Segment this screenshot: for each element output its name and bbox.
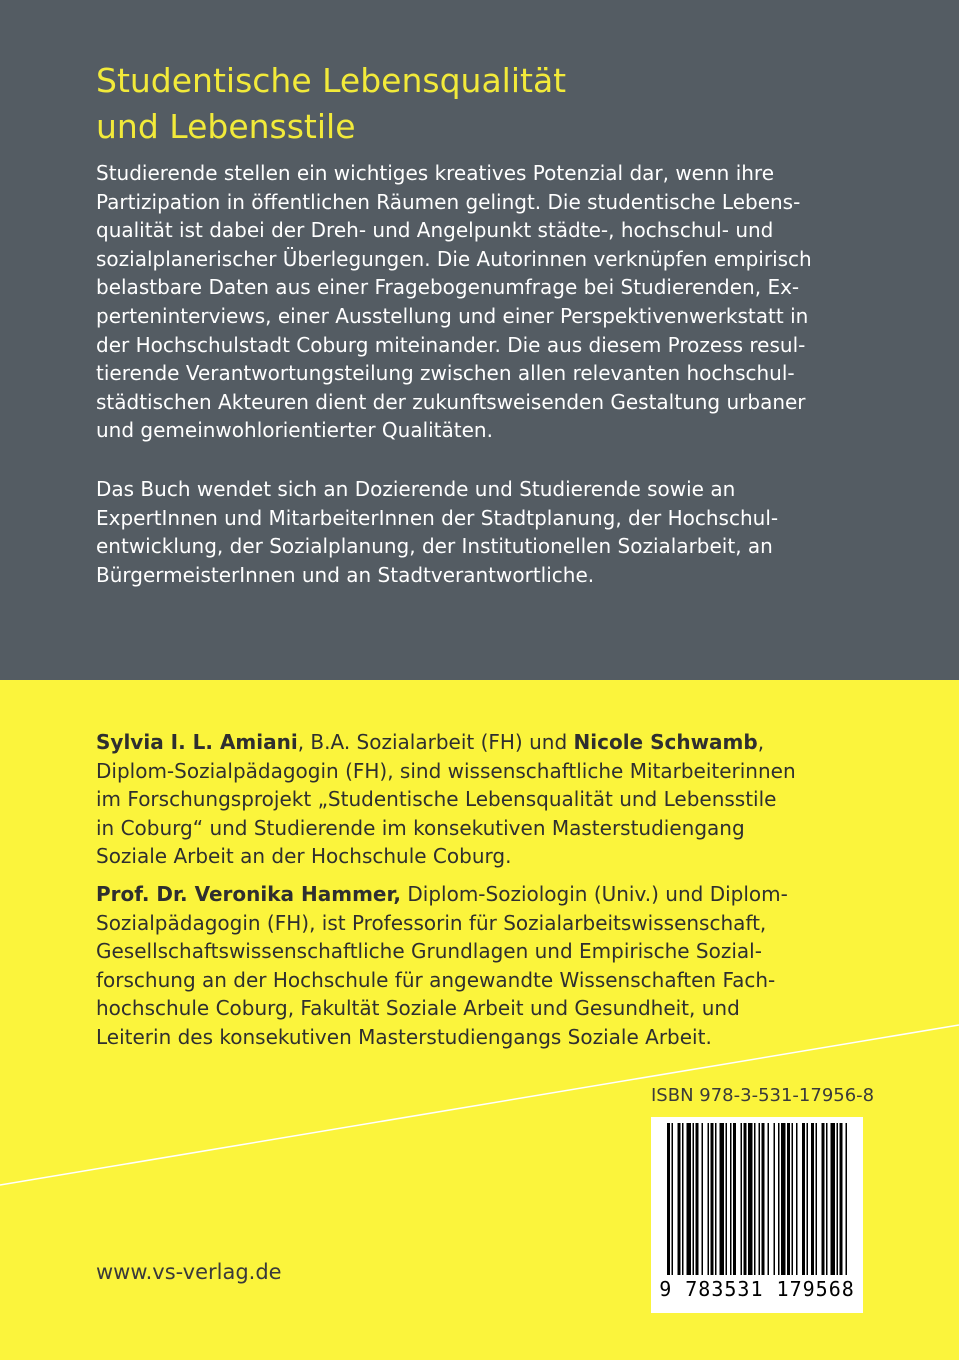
- barcode-bar: [837, 1123, 839, 1275]
- description-line: Partizipation in öffentlichen Räumen gelingt. Die studentische Lebens-: [96, 189, 801, 214]
- barcode-bar: [744, 1123, 747, 1275]
- description-line: perteninterviews, einer Ausstellung und einer Perspektivenwerkstatt in: [96, 303, 809, 328]
- description-line: qualität ist dabei der Dreh- und Angelpunkt städte-, hochschul- und: [96, 218, 774, 243]
- barcode-bar: [702, 1123, 704, 1275]
- barcode-bar: [748, 1123, 753, 1275]
- bio1-line: Soziale Arbeit an der Hochschule Coburg.: [96, 844, 512, 869]
- description-line: Studierende stellen ein wichtiges kreatives Potenzial dar, wenn ihre: [96, 161, 775, 185]
- barcode-bar: [781, 1123, 786, 1275]
- author-bio-2: [96, 880, 916, 1052]
- book-title: [96, 58, 896, 150]
- description-line: städtischen Akteuren dient der zukunftsweisenden Gestaltung urbaner: [96, 389, 806, 414]
- bio1-line: im Forschungsprojekt „Studentische Lebensqualität und Lebensstile: [96, 787, 777, 812]
- barcode-bar: [678, 1123, 681, 1275]
- description-line: sozialplanerischer Überlegungen. Die Autorinnen verknüpfen empirisch: [96, 246, 812, 271]
- barcode-bar: [711, 1123, 714, 1275]
- barcode: [651, 1117, 863, 1313]
- barcode-bar: [687, 1123, 692, 1275]
- barcode-bar: [726, 1123, 728, 1275]
- isbn-label: ISBN 978-3-531-17956-8: [651, 1085, 875, 1106]
- author-bio-1: [96, 728, 916, 871]
- barcode-bar: [796, 1123, 798, 1275]
- barcode-bar: [733, 1123, 736, 1275]
- barcode-bar: [840, 1123, 843, 1275]
- barcode-bar: [826, 1123, 828, 1275]
- author-name-schwamb: Nicole Schwamb: [573, 730, 758, 754]
- bio2-line: hochschule Coburg, Fakultät Soziale Arbeit und Gesundheit, und: [96, 996, 740, 1021]
- barcode-bar: [816, 1123, 818, 1275]
- bio1-text: ,: [757, 730, 765, 754]
- barcode-bar: [787, 1123, 790, 1275]
- author-name-amiani: Sylvia I. L. Amiani: [96, 730, 298, 754]
- title-line-2: und Lebensstile: [96, 107, 356, 146]
- audience-line: BürgermeisterInnen und an Stadtverantwortliche.: [96, 562, 595, 587]
- bio1-line: Diplom-Sozialpädagogin (FH), sind wissenschaftliche Mitarbeiterinnen: [96, 758, 796, 783]
- barcode-bar: [730, 1123, 732, 1275]
- audience: [96, 475, 916, 589]
- bio1-text: , B.A. Sozialarbeit (FH) und: [297, 730, 574, 754]
- barcode-bar: [741, 1123, 743, 1275]
- barcode-bar: [708, 1123, 710, 1275]
- barcode-bar: [768, 1123, 770, 1275]
- description-line: tierende Verantwortungsteilung zwischen allen relevanten hochschul-: [96, 361, 795, 386]
- description: [96, 159, 916, 445]
- barcode-digits: 9 783531 179568: [659, 1277, 855, 1301]
- barcode-bar: [846, 1123, 848, 1275]
- audience-line: Das Buch wendet sich an Dozierende und Studierende sowie an: [96, 477, 736, 501]
- bio2-first-line: [96, 880, 916, 909]
- author-name-hammer: Prof. Dr. Veronika Hammer,: [96, 882, 402, 906]
- barcode-bar: [762, 1123, 765, 1275]
- barcode-bar: [720, 1123, 725, 1275]
- barcode-bar: [811, 1123, 814, 1275]
- barcode-bar: [693, 1123, 695, 1275]
- barcode-bar: [754, 1123, 756, 1275]
- barcode-bar: [802, 1123, 805, 1275]
- bio2-line: Gesellschaftswissenschaftliche Grundlagen und Empirische Sozial-: [96, 939, 762, 964]
- barcode-bar: [774, 1123, 776, 1275]
- barcode-bar: [696, 1123, 699, 1275]
- description-line: belastbare Daten aus einer Fragebogenumfrage bei Studierenden, Ex-: [96, 275, 800, 300]
- publisher-url[interactable]: www.vs-verlag.de: [96, 1260, 282, 1284]
- bio2-line: Sozialpädagogin (FH), ist Professorin für Sozialarbeitswissenschaft,: [96, 910, 767, 935]
- description-line: und gemeinwohlorientierter Qualitäten.: [96, 418, 493, 443]
- barcode-bar: [715, 1123, 717, 1275]
- barcode-bar: [672, 1123, 674, 1275]
- barcode-bar: [792, 1123, 794, 1275]
- audience-line: entwicklung, der Sozialplanung, der Institutionellen Sozialarbeit, an: [96, 534, 773, 559]
- barcode-bar: [778, 1123, 780, 1275]
- barcode-bar: [807, 1123, 809, 1275]
- barcode-bar: [682, 1123, 684, 1275]
- description-line: der Hochschulstadt Coburg miteinander. Die aus diesem Prozess resul-: [96, 332, 806, 357]
- bio1-line: in Coburg“ und Studierende im konsekutiven Masterstudiengang: [96, 815, 745, 840]
- bio2-line: Leiterin des konsekutiven Masterstudiengangs Soziale Arbeit.: [96, 1024, 712, 1049]
- lower-panel: [0, 680, 959, 1360]
- bio1-first-line: [96, 728, 916, 757]
- barcode-bar: [667, 1123, 670, 1275]
- bio2-line: forschung an der Hochschule für angewandte Wissenschaften Fach-: [96, 967, 776, 992]
- barcode-bar: [831, 1123, 836, 1275]
- title-line-1: Studentische Lebensqualität: [96, 61, 567, 100]
- barcode-bar: [822, 1123, 825, 1275]
- barcode-bar: [759, 1123, 761, 1275]
- bio2-text: Diplom-Soziologin (Univ.) und Diplom-: [401, 882, 788, 906]
- audience-line: ExpertInnen und MitarbeiterInnen der Stadtplanung, der Hochschul-: [96, 505, 779, 530]
